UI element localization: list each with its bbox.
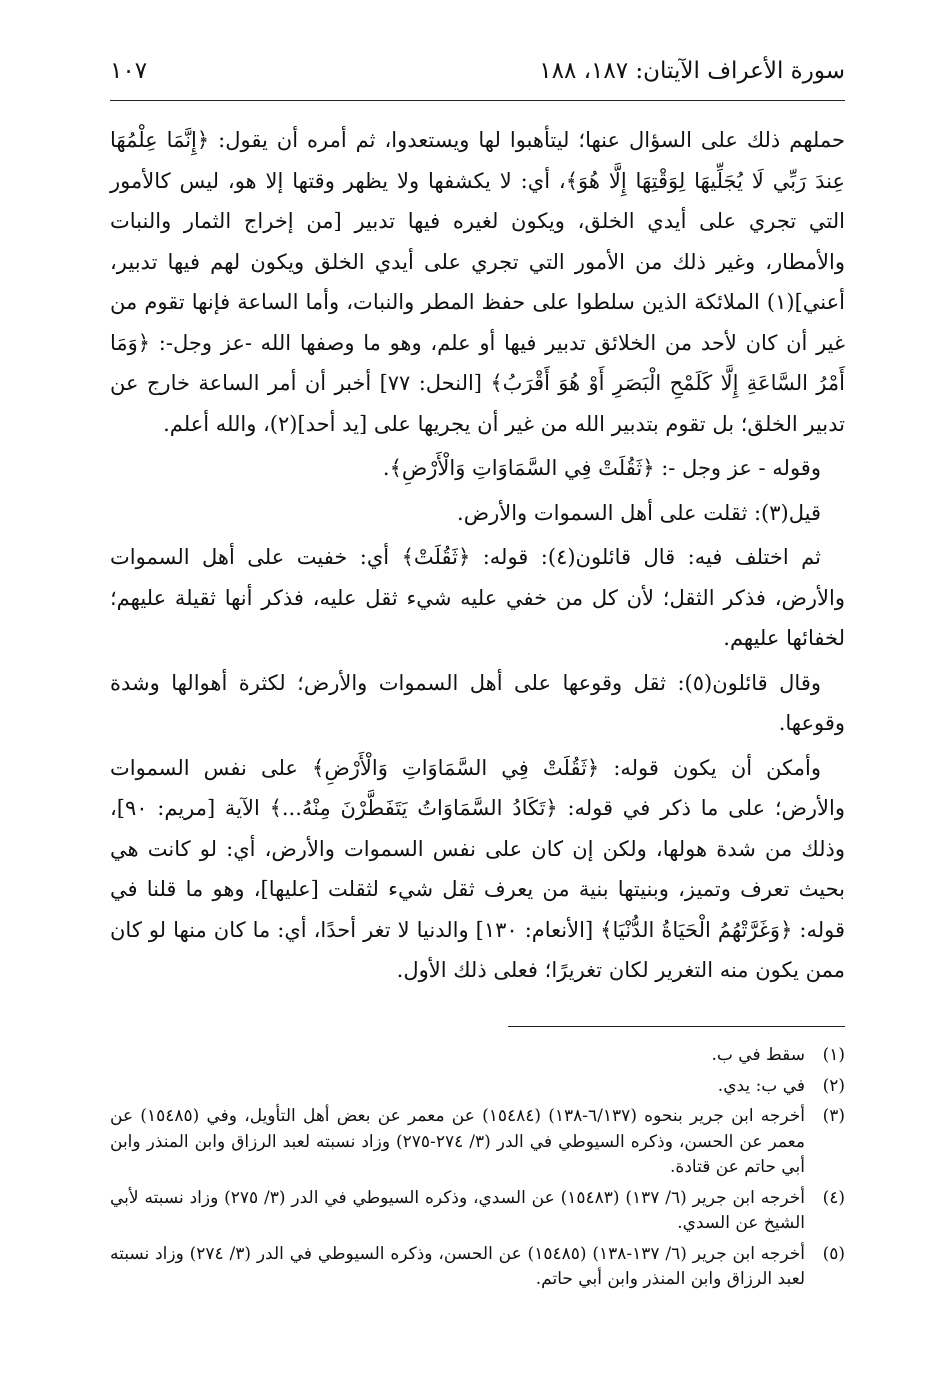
paragraph: قيل(٣): ثقلت على أهل السموات والأرض. [457, 500, 821, 525]
paragraph: ثم اختلف فيه: قال قائلون(٤): قوله: ﴿ثَقُلَتْ﴾ أي: خفيت على أهل السموات والأرض، فذكر الثقل؛ لأن كل من خفي عليه شيء ثقل عليه، فذكر أنها ثقيلة عليهم؛ لخفائها عليهم. [110, 545, 845, 650]
page-number: ١٠٧ [110, 58, 148, 84]
paragraph: وقال قائلون(٥): ثقل وقوعها على أهل السموات والأرض؛ لكثرة أهوالها وشدة وقوعها. [110, 670, 845, 735]
paragraph: حملهم ذلك على السؤال عنها؛ ليتأهبوا لها ويستعدوا، ثم أمره أن يقول: ﴿إِنَّمَا عِلْمُهَا عِندَ رَبِّي لَا يُجَلِّيهَا لِوَقْتِهَا إِلَّا هُوَ﴾، أي: لا يكشفها ولا يظهر وقتها إلا هو، ليس كالأمور التي تجري على أيدي الخلق، ويكون لغيره فيها تدبير [من إخراج الثمار والنبات والأمطار، وغير ذلك من الأمور التي تجري على أيدي الخلق ويكون لهم فيها تدبير، أعني](١) الملائكة الذين سلطوا على حفظ المطر والنبات، وأما الساعة فإنها تقوم من غير أن كان لأحد من الخلائق تدبير فيها أو علم، وهو ما وصفها الله -عز وجل-: ﴿وَمَا أَمْرُ السَّاعَةِ إِلَّا كَلَمْحِ الْبَصَرِ أَوْ هُوَ أَقْرَبُ﴾ [النحل: ٧٧] أخبر أن أمر الساعة خارج عن تدبير الخلق؛ بل تقوم بتدبير الله من غير أن يجريها على [يد أحد](٢)، والله أعلم. [110, 128, 845, 436]
footnote-number: (١) [822, 1045, 845, 1065]
footnote [110, 1043, 845, 1069]
footnote-text: أخرجه ابن جرير (٦/ ١٣٧-١٣٨) (١٥٤٨٥) عن الحسن، وذكره السيوطي في الدر (٣/ ٢٧٤) وزاد نسبته لعبد الرزاق وابن المنذر وابن أبي حاتم. [110, 1243, 805, 1289]
footnote-number: (٢) [822, 1075, 845, 1096]
running-title: سورة الأعراف الآيتان: ١٨٧، ١٨٨ [539, 58, 845, 84]
footnote-text: سقط في ب. [711, 1045, 805, 1065]
page-header [110, 58, 845, 98]
footnote-text: في ب: يدي. [717, 1075, 805, 1096]
paragraph: وأمكن أن يكون قوله: ﴿ثَقُلَتْ فِي السَّمَاوَاتِ وَالْأَرْضِ﴾ على نفس السموات والأرض؛ على ما ذكر في قوله: ﴿تَكَادُ السَّمَاوَاتُ يَتَفَطَّرْنَ مِنْهُ...﴾ الآية [مريم: ٩٠]، وذلك من شدة هولها، ولكن إن كان على نفس السموات والأرض، أي: لو كانت هي بحيث تعرف وتميز، وبنيتها بنية من يعرف ثقل شيء لثقلت [عليها]، وهو ما قلنا في قوله: ﴿وَغَرَّتْهُمُ الْحَيَاةُ الدُّنْيَا﴾ [الأنعام: ١٣٠] والدنيا لا تغر أحدًا، أي: ما كان منها لو كان ممن يكون منه التغرير لكان تغريرًا؛ فعلى ذلك الأول. [110, 755, 846, 982]
footnote-text: أخرجه ابن جرير (٦/ ١٣٧) (١٥٤٨٣) عن السدي، وذكره السيوطي في الدر (٣/ ٢٧٥) وزاد نسبته لأبي الشيخ عن السدي. [110, 1187, 805, 1233]
body-text [110, 120, 845, 995]
footnote-number: (٣) [822, 1106, 845, 1126]
footnote [110, 1074, 845, 1100]
footnotes [110, 1043, 845, 1298]
footnote [110, 1186, 845, 1237]
footnote [110, 1242, 845, 1293]
footnote-number: (٤) [822, 1187, 845, 1208]
footnote [110, 1104, 845, 1181]
footnote-text: أخرجه ابن جرير بنحوه (٦/١٣٧-١٣٨) (١٥٤٨٤) عن معمر عن بعض أهل التأويل، وفي (١٥٤٨٥) عن معمر عن الحسن، وذكره السيوطي في الدر (٣/ ٢٧٤-٢٧٥) وزاد نسبته لعبد الرزاق وابن المنذر وابن أبي حاتم عن قتادة. [110, 1106, 806, 1177]
footnote-separator [508, 1026, 845, 1027]
footnote-number: (٥) [822, 1243, 845, 1264]
paragraph: وقوله - عز وجل -: ﴿ثَقُلَتْ فِي السَّمَاوَاتِ وَالْأَرْضِ﴾. [382, 456, 821, 480]
header-rule [110, 100, 845, 101]
